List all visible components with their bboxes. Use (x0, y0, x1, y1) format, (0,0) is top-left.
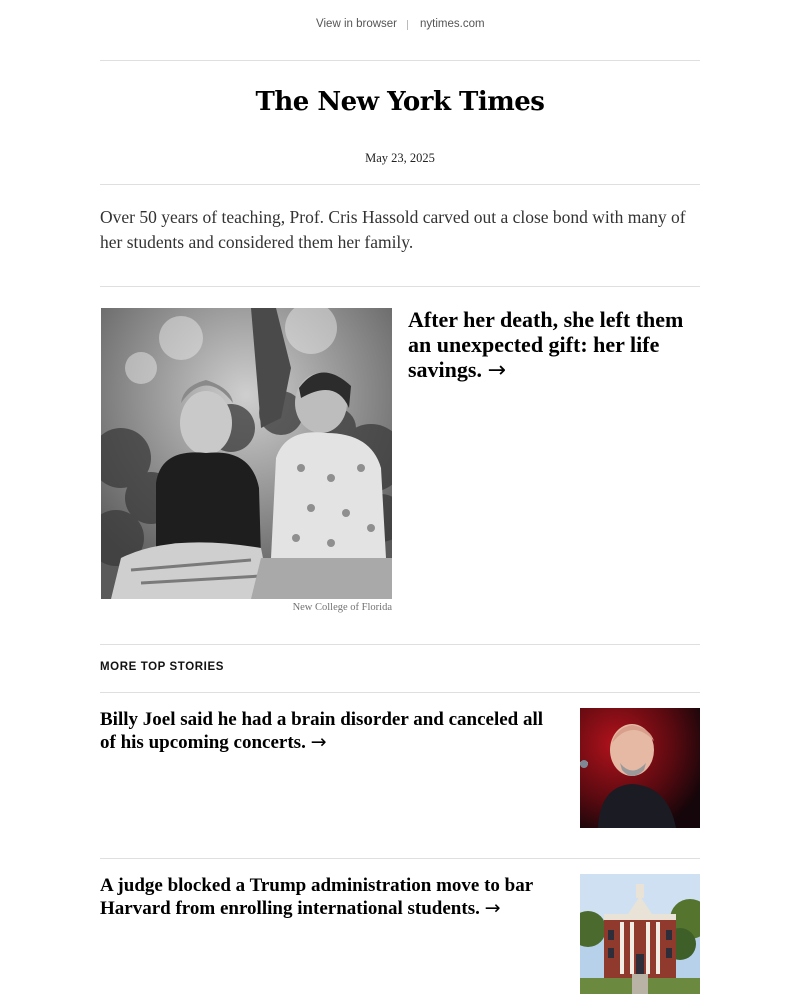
lead-headline-text[interactable]: After her death, she left them an unexpected gift: her life savings. (408, 307, 684, 382)
story-thumbnail[interactable] (580, 874, 700, 994)
email-header (100, 0, 700, 61)
story-item (100, 693, 700, 859)
more-top-stories-label: MORE TOP STORIES (100, 645, 700, 693)
lead-story (100, 287, 700, 645)
billy-joel-photo-icon (580, 708, 700, 828)
intro-text: Over 50 years of teaching, Prof. Cris Hassold carved out a close bond with many of her students and considered them her family. (100, 185, 700, 287)
header-divider (407, 20, 408, 30)
arrow-right-icon[interactable]: → (484, 897, 501, 919)
story-thumbnail[interactable] (580, 708, 700, 828)
story-headline[interactable] (100, 874, 560, 920)
arrow-right-icon[interactable]: → (487, 358, 506, 383)
story-item (100, 859, 700, 1000)
lead-story-photo[interactable] (101, 308, 392, 599)
nytimes-link[interactable]: nytimes.com (420, 18, 485, 30)
masthead (100, 61, 700, 185)
story-headline-text[interactable]: A judge blocked a Trump administration move to bar Harvard from enrolling international students. (100, 875, 533, 919)
two-women-photo-icon (101, 308, 392, 599)
harvard-building-photo-icon (580, 874, 700, 994)
issue-date: May 23, 2025 (365, 151, 435, 165)
story-headline-text[interactable]: Billy Joel said he had a brain disorder and canceled all of his upcoming concerts. (100, 709, 544, 753)
lead-story-headline[interactable] (408, 307, 688, 383)
arrow-right-icon[interactable]: → (310, 731, 327, 753)
story-headline[interactable] (100, 708, 560, 754)
view-in-browser-link[interactable]: View in browser (316, 18, 397, 30)
nyt-logo[interactable]: The New York Times (255, 87, 545, 117)
photo-credit: New College of Florida (292, 602, 392, 613)
